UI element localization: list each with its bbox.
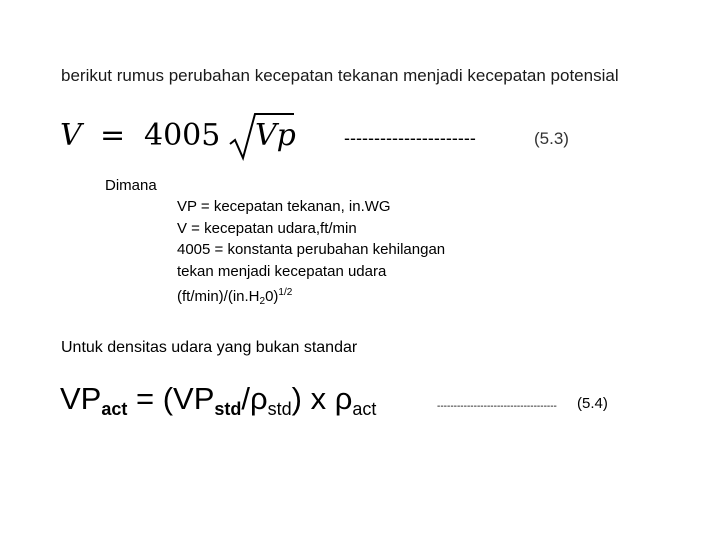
f2-close-x-rho: ) x ρ (291, 381, 353, 416)
definition-v: V = kecepatan udara,ft/min (177, 219, 357, 237)
formula-radicand: Vp (255, 118, 296, 153)
unit-subscript: 2 (259, 296, 266, 307)
f2-vp: VP (60, 381, 102, 416)
f2-std-subscript: std (214, 399, 242, 419)
formula-equals: = (100, 118, 126, 153)
f2-slash-rho: /ρ (241, 381, 268, 416)
f2-eq-open: = (VP (127, 381, 215, 416)
unit-superscript: 1/2 (278, 287, 293, 298)
dimana-label: Dimana (105, 177, 157, 194)
equation-number-2: (5.4) (577, 395, 608, 412)
definitions-list (177, 196, 445, 313)
definition-constant: 4005 = konstanta perubahan kehilangan (177, 241, 446, 258)
intro-text: berikut rumus perubahan kecepatan tekanan menjadi kecepatan potensial (61, 66, 619, 85)
unit-text: (ft/min)/(in.H (177, 288, 260, 305)
formula-leader-dashes: ---------------------- (344, 128, 476, 148)
f2-act-subscript: act (101, 399, 128, 419)
f2-std-subscript-2: std (267, 399, 292, 419)
definition-unit (177, 282, 445, 313)
formula-lhs: V (60, 118, 82, 153)
nonstandard-density-text: Untuk densitas udara yang bukan standar (61, 339, 358, 356)
formula2-leader-dashes: ------------------------------------ (437, 401, 557, 412)
formula-constant: 4005 (144, 118, 221, 153)
unit-text-2: 0) (265, 288, 279, 305)
equation-number: (5.3) (534, 129, 569, 148)
definition-vp: VP = kecepatan tekanan, in.WG (177, 198, 391, 215)
density-correction-formula (60, 381, 376, 420)
definition-constant-cont: tekan menjadi kecepatan udara (177, 262, 387, 280)
f2-act-subscript-2: act (352, 399, 377, 419)
